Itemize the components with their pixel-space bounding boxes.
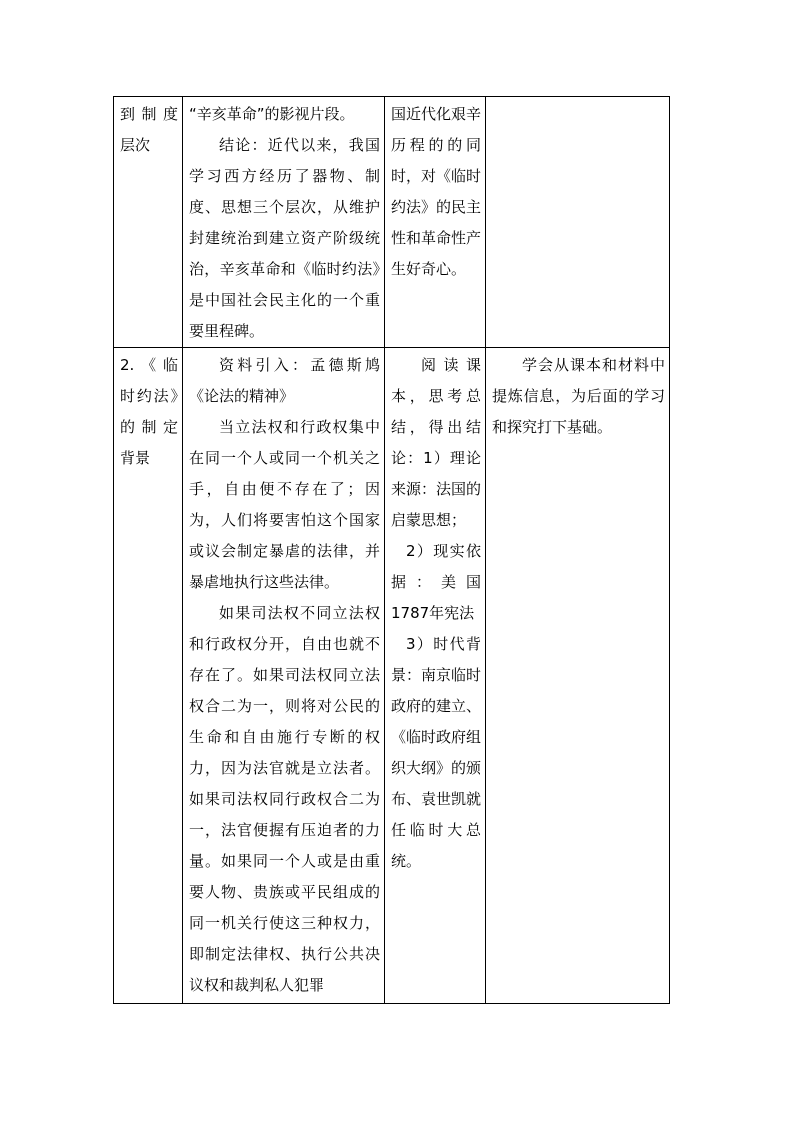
lesson-plan-table: [113, 96, 670, 1004]
source-intro-text: 资料引入：孟德斯鸠《论法的精神》: [189, 356, 380, 405]
step-text: 2.《临时约法》的制定背景: [120, 356, 178, 467]
activity-text-2: 2）现实依据：美国1787年宪法: [391, 542, 481, 622]
design-intent-cell: [486, 97, 670, 348]
content-cell: [183, 348, 385, 1004]
table-row: [114, 348, 670, 1004]
step-cell: [114, 348, 183, 1004]
quote-paragraph-2: 如果司法权不同立法权和行政权分开，自由也就不存在了。如果司法权同立法权合二为一，则将对公民的生命和自由施行专断的权力，因为法官就是立法者。如果司法权同行政权合二为一，法官便握有压迫者的力量。如果同一个人或是由重要人物、贵族或平民组成的同一机关行使这三种权力，即制定法律权、执行公共决议权和裁判私人犯罪: [189, 604, 380, 994]
table-row: [114, 97, 670, 348]
step-cell: [114, 97, 183, 348]
activity-text-3: 3）时代背景：南京临时政府的建立、《临时政府组织大纲》的颁布、袁世凯就任临时大总统。: [391, 635, 482, 870]
student-activity-cell: [385, 348, 486, 1004]
conclusion-text: 结论：近代以来，我国学习西方经历了器物、制度、思想三个层次，从维护封建统治到建立资产阶级统治，辛亥革命和《临时约法》是中国社会民主化的一个重要里程碑。: [189, 136, 380, 340]
quote-paragraph-1: 当立法权和行政权集中在同一个人或同一个机关之手，自由便不存在了；因为，人们将要害怕这个国家或议会制定暴虐的法律，并暴虐地执行这些法律。: [189, 418, 380, 591]
design-intent-cell: [486, 348, 670, 1004]
step-text: 到制度层次: [120, 105, 178, 154]
student-activity-cell: [385, 97, 486, 348]
student-activity-text: 国近代化艰辛历程的的同时，对《临时约法》的民主性和革命性产生好奇心。: [391, 105, 482, 278]
content-text: “辛亥革命”的影视片段。: [189, 105, 355, 123]
activity-text-1: 阅读课本，思考总结，得出结论：1）理论来源：法国的启蒙思想；: [391, 356, 482, 529]
design-intent-text: 学会从课本和材料中提炼信息，为后面的学习和探究打下基础。: [492, 356, 665, 436]
content-cell: [183, 97, 385, 348]
